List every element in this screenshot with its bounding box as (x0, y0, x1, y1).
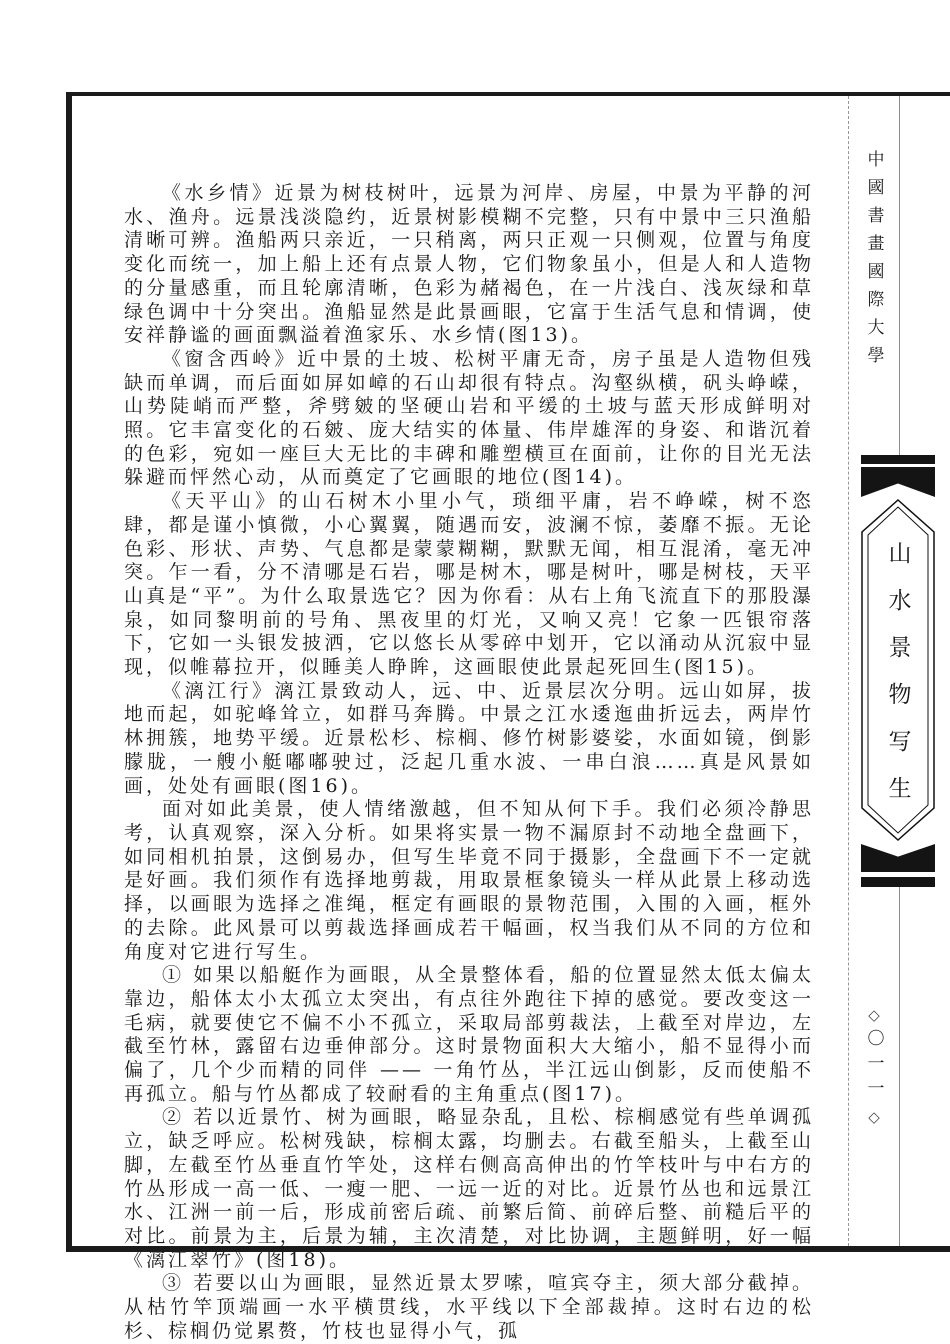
paragraph-crop-option-1: ① 如果以船艇作为画眼，从全景整体看，船的位置显然太低太偏太靠边，船体太小太孤立太突出，有点往外跑往下掉的感觉。要改变这一毛病，就要使它不偏不小不孤立，采取局部剪裁法，上截至对岸边，左截至竹林，露留右边垂伸部分。这时景物面积大大缩小，船不显得小而偏了，几个少而精的同伴 —— 一角竹丛，半江远山倒影，反而使船不再孤立。船与竹丛都成了较耐看的主角重点(图17)。 (124, 964, 814, 1105)
ribbon-top-bar (861, 455, 935, 464)
title-hexagon (861, 499, 935, 841)
paragraph-tianpingshan: 《天平山》的山石树木小里小气，琐细平庸，岩不峥嵘，树不恣肆，都是谨小慎微，小心翼翼，随遇而安，波澜不惊，萎靡不振。无论色彩、形状、声势、气息都是蒙蒙糊糊，默默无闻，相互混淆，毫无冲突。乍一看，分不清哪是石岩，哪是树木，哪是树叶，哪是树枝，天平山真是“平”。为什么取景选它？因为你看：从右上角飞流直下的那股瀑泉，如同黎明前的号角、黑夜里的灯光，又响又亮！它象一匹银帘落下，它如一头银发披洒，它以悠长从零碎中划开，它以涌动从沉寂中显现，似帷幕拉开，似睡美人睁眸，这画眼使此景起死回生(图15)。 (124, 490, 814, 679)
paragraph-crop-option-2: ② 若以近景竹、树为画眼，略显杂乱，且松、棕榈感觉有些单调孤立，缺乏呼应。松树残缺，棕榈太露，均删去。右截至船头，上截至山脚，左截至竹丛垂直竹竿处，这样右侧高高伸出的竹竿枝叶与中右方的竹丛形成一高一低、一瘦一肥、一远一近的对比。近景竹丛也和远景江水、江洲一前一后，形成前密后疏、前繁后简、前碎后整、前糙后平的对比。前景为主，后景为辅，主次清楚，对比协调，主题鲜明，好一幅《漓江翠竹》(图18)。 (124, 1106, 814, 1271)
sidebar-university-label: 中國書畫國際大學 (863, 150, 884, 374)
diamond-icon: ◇ (868, 1108, 880, 1126)
chapter-title-box (861, 455, 935, 887)
page-number-block (848, 1008, 900, 1125)
page-number: 〇一一 (863, 1029, 884, 1104)
paragraph-chuanghanxiling: 《窗含西岭》近中景的土坡、松树平庸无奇，房子虽是人造物但残缺而单调，而后面如屏如嶂的石山却很有特点。沟壑纵横，矾头峥嵘，山势陡峭而严整，斧劈皴的坚硬山岩和平缓的土坡与蓝天形成鲜明对照。它丰富变化的石皴、庞大结实的体量、伟岸雄浑的身姿、和谐沉着的色彩，宛如一座巨大无比的丰碑和雕塑横亘在面前，让你的目光无法躲避而怦然心动，从而奠定了它画眼的地位(图14)。 (124, 347, 814, 489)
paragraph-lijiangxing: 《漓江行》漓江景致动人，远、中、近景层次分明。远山如屏，拔地而起，如驼峰耸立，如群马奔腾。中景之江水逶迤曲折远去，两岸竹林拥簇，地势平缓。近景松杉、棕榈、修竹树影婆娑，水面如镜，倒影朦胧，一艘小艇嘟嘟驶过，泛起几重水波、一串白浪……真是风景如画，处处有画眼(图16)。 (124, 679, 814, 797)
ribbon-bottom-bar (861, 877, 935, 887)
paragraph-shuixiangqing: 《水乡情》近景为树枝树叶，远景为河岸、房屋，中景为平静的河水、渔舟。远景浅淡隐约，近景树影模糊不完整，只有中景中三只渔船清晰可辨。渔船两只亲近，一只稍离，两只正观一只侧观，位置与角度变化而统一，加上船上还有点景人物，它们物象虽小，但是人和人造物的分量感重，而且轮廓清晰，色彩为赭褐色，在一片浅白、浅灰绿和草绿色调中十分突出。渔船显然是此景画眼，它富于生活气息和情调，使安祥静谧的画面飘溢着渔家乐、水乡情(图13)。 (124, 182, 814, 347)
body-text (124, 182, 814, 1343)
ribbon-top-block (861, 467, 935, 497)
ribbon-bottom-block (861, 844, 935, 872)
diamond-icon: ◇ (868, 1006, 880, 1024)
paragraph-crop-option-3: ③ 若要以山为画眼，显然近景太罗嗦，喧宾夺主，须大部分截掉。从枯竹竿顶端画一水平横贯线，水平线以下全部裁掉。这时右边的松杉、棕榈仍觉累赘，竹枝也显得小气，孤 (124, 1272, 814, 1342)
paragraph-mianduimeijing: 面对如此美景，使人情绪激越，但不知从何下手。我们必须冷静思考，认真观察，深入分析。如果将实景一物不漏原封不动地全盘画下，如同相机拍景，这倒易办，但写生毕竟不同于摄影，全盘画下不一定就是好画。我们须作有选择地剪裁，用取景框象镜头一样从此景上移动选择，以画眼为选择之准绳，框定有画眼的景物范围，入围的入画，框外的去除。此风景可以剪裁选择画成若干幅画，权当我们从不同的方位和角度对它进行写生。 (124, 798, 814, 963)
page-frame (66, 92, 950, 1342)
chapter-title: 山水景物写生 (884, 541, 911, 823)
